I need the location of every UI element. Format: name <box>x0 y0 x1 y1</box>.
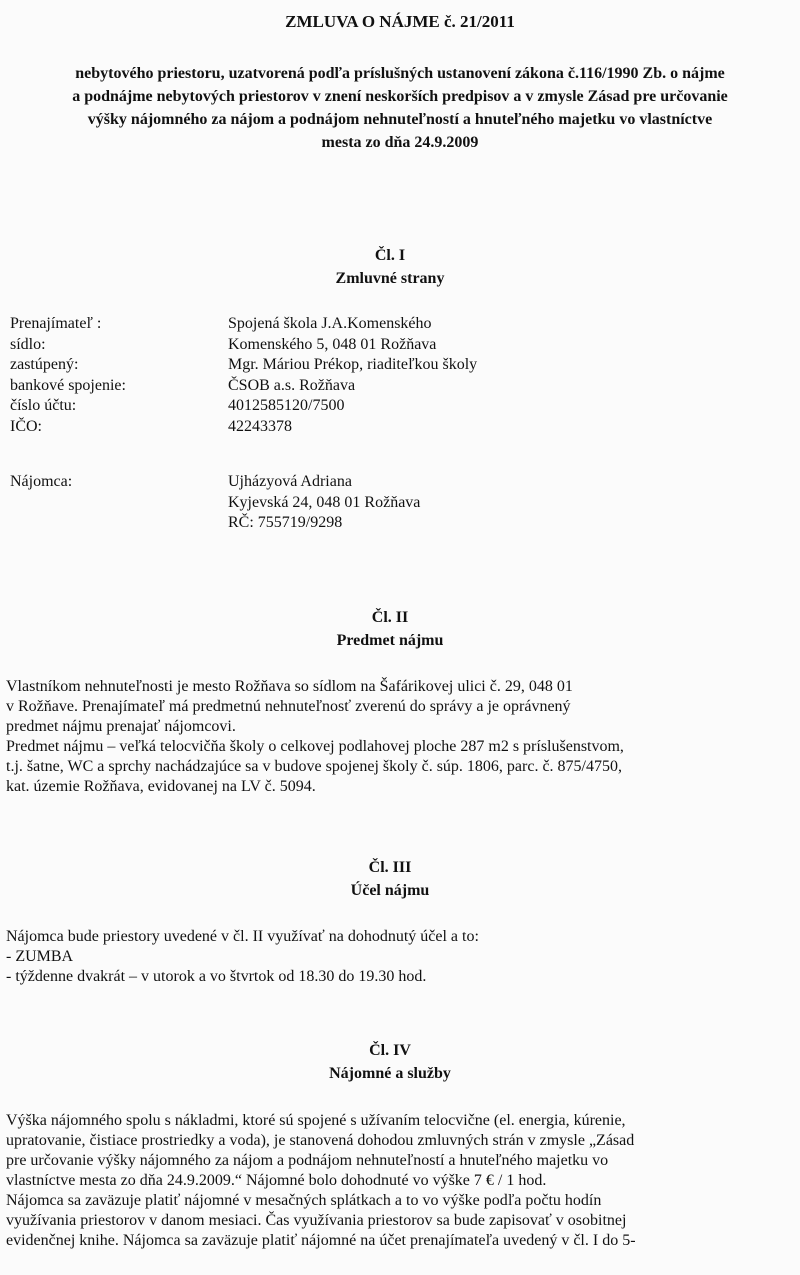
party-label: IČO: <box>10 417 42 435</box>
article-4-heading: Nájomné a služby <box>329 1065 451 1082</box>
text-line: využívania priestorov v danom mesiaci. Čas využívania priestorov sa bude zapisovať v osobitnej <box>6 1212 627 1229</box>
party-label: Prenajímateľ : <box>10 315 102 332</box>
intro-line: nebytového priestoru, uzatvorená podľa príslušných ustanovení zákona č.116/1990 Zb. o nájme <box>75 65 725 82</box>
text-line: t.j. šatne, WC a sprchy nachádzajúce sa v budove spojenej školy č. súp. 1806, parc. č. 875/4750, <box>6 758 622 775</box>
text-line: - týždenne dvakrát – v utorok a vo štvrtok od 18.30 do 19.30 hod. <box>6 968 427 985</box>
party-row <box>10 513 420 534</box>
party-label: číslo účtu: <box>10 397 77 414</box>
party-row <box>10 335 477 356</box>
party-row <box>10 376 477 397</box>
party-row <box>10 417 477 438</box>
tenant-block <box>10 472 420 534</box>
party-value: ČSOB a.s. Rožňava <box>228 376 356 394</box>
article-2-number: Čl. II <box>371 609 409 626</box>
landlord-block <box>10 314 477 437</box>
party-label: Nájomca: <box>10 473 73 490</box>
article-2-text <box>6 677 624 797</box>
party-row <box>10 314 477 335</box>
party-value: 42243378 <box>228 417 292 435</box>
intro-line: výšky nájomného za nájom a podnájom nehnuteľností a hnuteľného majetku vo vlastníctve <box>87 111 713 128</box>
document-title: ZMLUVA O NÁJME č. 21/2011 <box>285 12 515 31</box>
text-line: vlastníctve mesta zo dňa 24.9.2009.“ Nájomné bolo dohodnuté vo výške 7 € / 1 hod. <box>6 1172 547 1189</box>
text-line: Nájomca bude priestory uvedené v čl. II využívať na dohodnutý účel a to: <box>6 928 479 945</box>
article-1-number: Čl. I <box>374 247 406 264</box>
party-label: sídlo: <box>10 335 46 353</box>
text-line: predmet nájmu prenajať nájomcovi. <box>6 718 236 735</box>
party-value: 4012585120/7500 <box>228 397 345 414</box>
party-value: Spojená škola J.A.Komenského <box>228 315 432 332</box>
party-row <box>10 355 477 376</box>
article-4-text <box>6 1111 636 1251</box>
party-row <box>10 472 420 493</box>
article-3-text <box>6 927 479 987</box>
text-line: upratovanie, čistiace prostriedky a voda), je stanovená dohodou zmluvných strán v zmysle „Zásad <box>6 1132 635 1149</box>
party-value: RČ: 755719/9298 <box>228 514 343 531</box>
party-value: Ujházyová Adriana <box>228 473 352 490</box>
text-line: - ZUMBA <box>6 948 74 965</box>
party-label: bankové spojenie: <box>10 376 126 394</box>
article-3-heading: Účel nájmu <box>350 882 430 899</box>
party-row <box>10 493 420 514</box>
document-intro <box>0 62 800 154</box>
article-3-number: Čl. III <box>368 859 412 876</box>
party-value: Kyjevská 24, 048 01 Rožňava <box>228 493 421 511</box>
party-row <box>10 396 477 417</box>
article-4-number: Čl. IV <box>369 1042 411 1059</box>
party-label: zastúpený: <box>10 356 79 373</box>
party-value: Komenského 5, 048 01 Rožňava <box>228 335 437 353</box>
party-value: Mgr. Máriou Prékop, riaditeľkou školy <box>228 356 478 373</box>
article-2-heading: Predmet nájmu <box>336 632 444 649</box>
text-line: evidenčnej knihe. Nájomca sa zaväzuje platiť nájomné na účet prenajímateľa uvedený v čl. I do 5- <box>6 1232 636 1249</box>
text-line: Vlastníkom nehnuteľnosti je mesto Rožňava so sídlom na Šafárikovej ulici č. 29, 048 01 <box>6 678 573 695</box>
intro-line: a podnájme nebytových priestorov v znení neskorších predpisov a v zmysle Zásad pre určovanie <box>72 88 728 105</box>
text-line: kat. územie Rožňava, evidovanej na LV č. 5094. <box>6 778 316 795</box>
text-line: Výška nájomného spolu s nákladmi, ktoré sú spojené s užívaním telocvične (el. energia, kúrenie, <box>6 1112 626 1129</box>
intro-line: mesta zo dňa 24.9.2009 <box>321 134 479 151</box>
text-line: pre určovanie výšky nájomného za nájom a podnájom nehnuteľností a hnuteľného majetku vo <box>6 1152 609 1169</box>
text-line: v Rožňave. Prenajímateľ má predmetnú nehnuteľnosť zverenú do správy a je oprávnený <box>6 698 571 715</box>
text-line: Nájomca sa zaväzuje platiť nájomné v mesačných splátkach a to vo výške podľa počtu hodín <box>6 1192 602 1209</box>
article-1-heading: Zmluvné strany <box>335 270 445 287</box>
text-line: Predmet nájmu – veľká telocvičňa školy o celkovej podlahovej ploche 287 m2 s príslušenstvom, <box>6 738 624 755</box>
